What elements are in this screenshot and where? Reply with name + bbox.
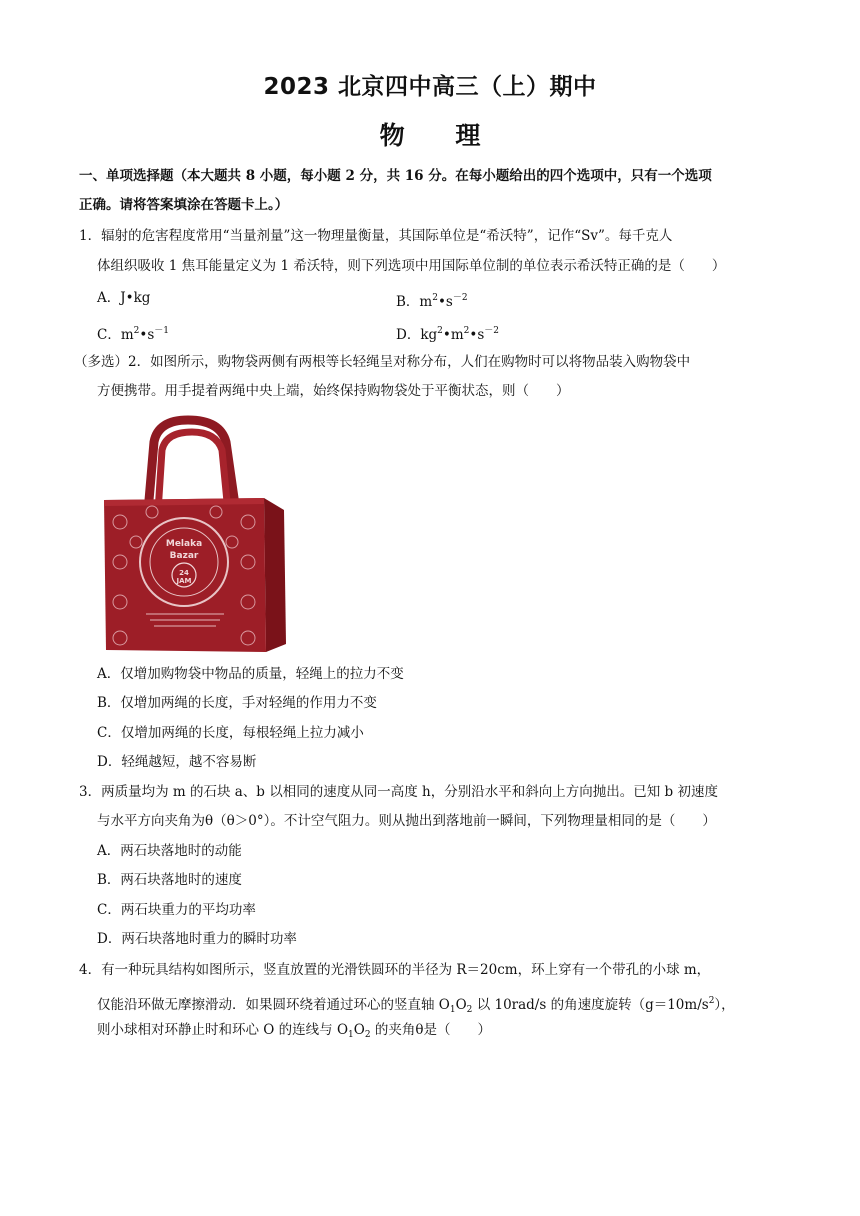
q1-option-d-mid1: •m <box>442 327 464 343</box>
q1-option-d-sup1: 2 <box>437 326 443 336</box>
bag-logo-text-1: Melaka <box>165 539 203 549</box>
q1-option-c-sup2: －1 <box>154 326 170 336</box>
q3-option-d: D．两石块落地时重力的瞬时功率 <box>97 931 297 947</box>
shopping-bag-image <box>96 412 292 656</box>
q2-option-a: A．仅增加购物袋中物品的质量，轻绳上的拉力不变 <box>97 666 404 682</box>
bag-side-panel <box>264 498 286 652</box>
q1-option-d-sup2: 2 <box>463 326 470 336</box>
q4-stem-line3 <box>97 1020 491 1045</box>
q1-option-a: A．J•kg <box>97 290 151 306</box>
q4-line3-part-c: 的夹角θ是（ ） <box>370 1022 491 1038</box>
q1-option-d-text: D．kg <box>396 327 438 343</box>
q4-line2-sub2: 2 <box>466 1005 473 1015</box>
q1-option-c-text: C．m <box>97 327 134 343</box>
q2-option-c: C．仅增加两绳的长度，每根轻绳上拉力减小 <box>97 725 364 741</box>
q1-option-b <box>396 288 468 312</box>
q1-option-b-text: B．m <box>396 294 433 310</box>
q2-stem-line2: 方便携带。用手提着两绳中央上端，始终保持购物袋处于平衡状态，则（ ） <box>97 383 570 399</box>
shopping-bag-figure <box>96 412 292 656</box>
q4-line3-sub2: 2 <box>364 1030 371 1040</box>
q1-option-d-sup3: －2 <box>484 326 500 336</box>
bag-logo-text-4: JAM <box>176 577 192 585</box>
section-heading-line1: 一、单项选择题（本大题共 8 小题，每小题 2 分，共 16 分。在每小题给出的四个选项中，只有一个选项 <box>79 168 712 184</box>
q4-line3-sub1: 1 <box>348 1030 354 1040</box>
q4-line2-part-d: ）， <box>714 997 735 1013</box>
q4-stem-line2 <box>97 991 735 1020</box>
bag-logo-text-3: 24 <box>179 569 189 577</box>
q1-stem-line2: 体组织吸收 1 焦耳能量定义为 1 希沃特，则下列选项中用国际单位制的单位表示希沃特正确的是（ ） <box>97 258 726 274</box>
q4-line3-part-b: O <box>353 1022 365 1038</box>
q1-option-d-mid2: •s <box>469 327 485 343</box>
q2-stem-line1: （多选）2．如图所示，购物袋两侧有两根等长轻绳呈对称分布，人们在购物时可以将物品装入购物袋中 <box>74 354 691 370</box>
q1-option-b-mid: •s <box>437 294 453 310</box>
q3-stem-line1: 3．两质量均为 m 的石块 a、b 以相同的速度从同一高度 h，分别沿水平和斜向上方向抛出。已知 b 初速度 <box>79 784 718 800</box>
q3-option-a: A．两石块落地时的动能 <box>97 843 242 859</box>
q1-option-b-sup2: －2 <box>452 293 468 303</box>
q4-stem-line1: 4．有一种玩具结构如图所示，竖直放置的光滑铁圆环的半径为 R＝20cm，环上穿有一个带孔的小球 m， <box>79 962 711 978</box>
bag-logo-text-2: Bazar <box>169 551 199 561</box>
q4-line2-part-c: 以 10rad/s 的角速度旋转（g＝10m/s <box>472 997 709 1013</box>
q3-stem-line2: 与水平方向夹角为θ（θ＞0°）。不计空气阻力。则从抛出到落地前一瞬间，下列物理量相同的是（ ） <box>97 813 716 829</box>
exam-title: 2023 北京四中高三（上）期中 <box>263 74 597 100</box>
q1-option-b-sup1: 2 <box>432 293 438 303</box>
q4-line2-part-a: 仅能沿环做无摩擦滑动．如果圆环绕着通过环心的竖直轴 O <box>97 997 450 1013</box>
q3-option-c: C．两石块重力的平均功率 <box>97 902 256 918</box>
q1-option-c <box>97 321 169 345</box>
q2-option-b: B．仅增加两绳的长度，手对轻绳的作用力不变 <box>97 695 377 711</box>
q1-option-c-sup1: 2 <box>133 326 140 336</box>
subject-title: 物 理 <box>379 121 481 150</box>
q4-line2-part-b: O <box>455 997 467 1013</box>
q1-stem-line1: 1．辐射的危害程度常用“当量剂量”这一物理量衡量，其国际单位是“希沃特”，记作“Sv”。每千克人 <box>79 228 673 244</box>
section-heading-line2: 正确。请将答案填涂在答题卡上。） <box>79 197 289 213</box>
q4-line2-sup: 2 <box>708 996 715 1006</box>
q4-line2-sub1: 1 <box>449 1005 456 1015</box>
q4-line3-part-a: 则小球相对环静止时和环心 O 的连线与 O <box>97 1022 349 1038</box>
q1-option-d <box>396 321 499 345</box>
q1-option-c-mid: •s <box>139 327 155 343</box>
q2-option-d: D．轻绳越短，越不容易断 <box>97 754 257 770</box>
q3-option-b: B．两石块落地时的速度 <box>97 872 242 888</box>
